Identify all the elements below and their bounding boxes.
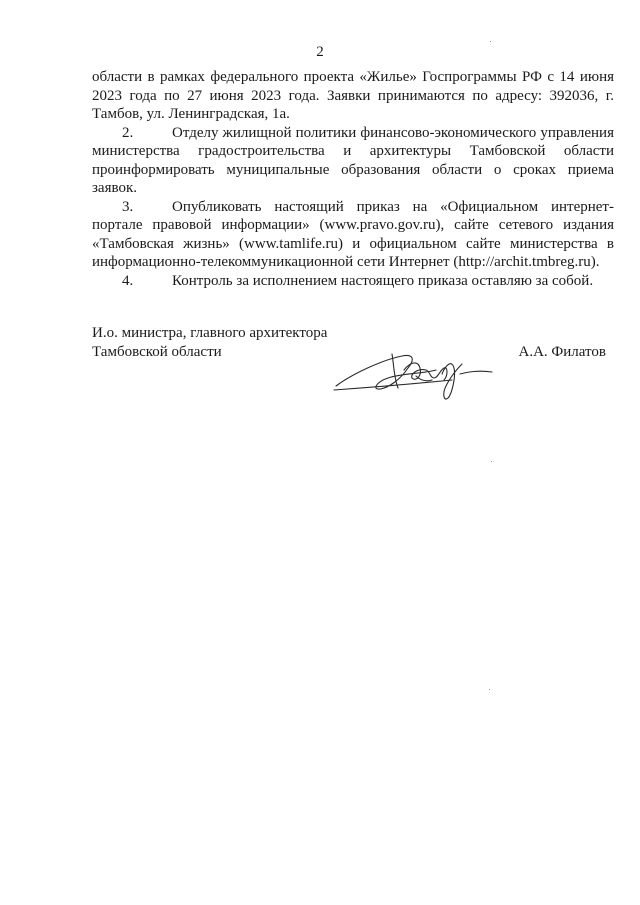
scan-speck xyxy=(489,689,490,690)
signatory-title xyxy=(92,324,327,362)
document-body xyxy=(92,68,614,290)
list-item-text: Контроль за исполнением настоящего приказа оставляю за собой. xyxy=(172,272,594,289)
signatory-title-line: И.о. министра, главного архитектора xyxy=(92,325,328,341)
scan-speck xyxy=(490,41,491,42)
list-item-number: 3. xyxy=(122,198,134,215)
handwritten-signature xyxy=(332,334,512,404)
page-number: 2 xyxy=(316,44,324,60)
list-item-number: 4. xyxy=(122,272,134,289)
list-item xyxy=(92,272,614,291)
signatory-title-line: Тамбовской области xyxy=(92,344,222,360)
list-item-text: Отделу жилищной политики финансово-экономического управления министерства градостроительства и архитектуры Тамбовской области проинформировать муниципальные образования области о сроках приема заявок. xyxy=(92,124,614,196)
scan-speck xyxy=(491,461,492,462)
list-item-number: 2. xyxy=(122,124,134,141)
list-item xyxy=(92,198,614,272)
paragraph-continuation: области в рамках федерального проекта «Жилье» Госпрограммы РФ с 14 июня 2023 года по 27 июня 2023 года. Заявки принимаются по адресу: 392036, г. Тамбов, ул. Ленинградская, 1а. xyxy=(92,69,614,122)
signatory-name: А.А. Филатов xyxy=(518,344,606,360)
list-item xyxy=(92,124,614,198)
list-item-text: Опубликовать настоящий приказ на «Официальном интернет-портале правовой информации» (www.pravo.gov.ru), сайте сетевого издания «Тамбовская жизнь» (www.tamlife.ru) и официальном сайте министерства в информационно-телекоммуникационной сети Интернет (http://archit.tmbreg.ru). xyxy=(92,198,614,270)
